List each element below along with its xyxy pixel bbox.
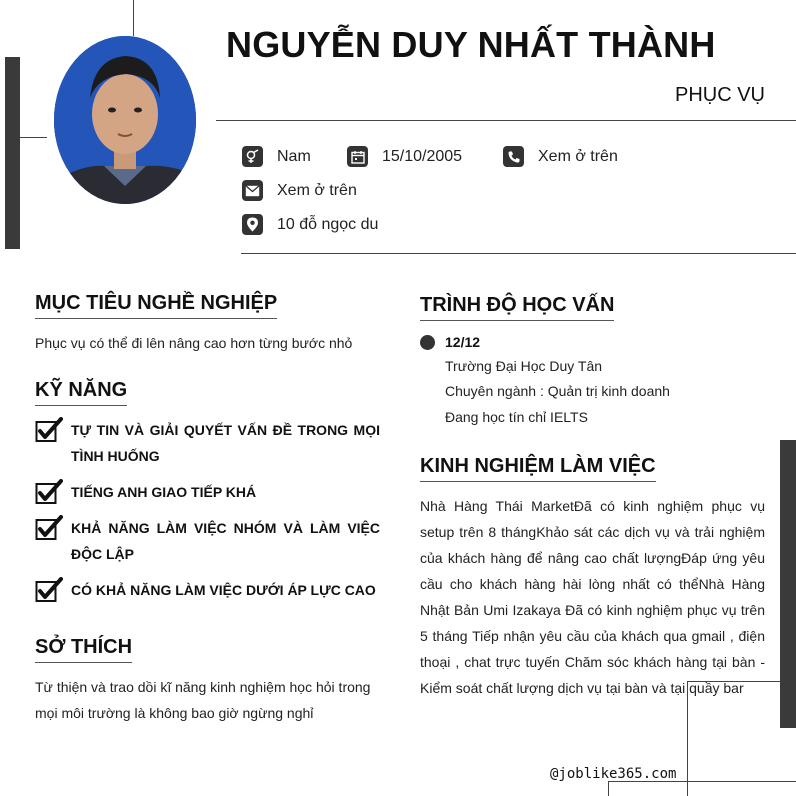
education-major: Chuyên ngành : Quản trị kinh doanh <box>445 383 670 399</box>
skill-item <box>35 515 380 567</box>
skill-item <box>35 577 380 603</box>
calendar-icon <box>347 146 368 167</box>
address-info <box>242 214 378 235</box>
address-value: 10 đỗ ngọc du <box>277 215 379 233</box>
mail-icon <box>242 180 263 201</box>
job-title: PHỤC VỤ <box>674 84 765 106</box>
hobbies-title: SỞ THÍCH <box>35 636 132 663</box>
skill-text: TIẾNG ANH GIAO TIẾP KHÁ <box>71 484 257 500</box>
skill-text: KHẢ NĂNG LÀM VIỆC NHÓM VÀ LÀM VIỆC ĐỘC LẬP <box>71 520 380 562</box>
bottom-left-tick <box>608 781 609 796</box>
watermark-text: @joblike365.com <box>550 766 677 782</box>
objective-text: Phục vụ có thể đi lên nâng cao hơn từng bước nhỏ <box>35 335 353 351</box>
email-info <box>242 180 357 201</box>
location-pin-icon <box>242 214 263 235</box>
birthday-value: 15/10/2005 <box>382 147 463 165</box>
timeline-bullet <box>420 335 435 350</box>
avatar-photo <box>54 36 196 204</box>
phone-value: Xem ở trên <box>538 147 618 165</box>
experience-text: Nhà Hàng Thái MarketĐã có kinh nghiệm phục vụ setup trên 8 thángKhảo sát các dịch vụ và trải nghiệm của khách hàng để nâng cao chất lượngĐáp ứng yêu cầu cho khách hàng hài lòng nhất có thểNhà Hàng Nhật Bản Umi Izakaya Đã có kinh nghiệm phục vụ trên 5 tháng Tiếp nhận yêu cầu của khách qua gmail , điện thoại , chat trực tuyến Chăm sóc khách hàng tại bàn - Kiểm soát chất lượng dịch vụ tại bàn và tại quầy bar <box>420 498 765 696</box>
skills-title: KỸ NĂNG <box>35 379 127 406</box>
contact-rule <box>241 253 796 254</box>
education-school: Trường Đại Học Duy Tân <box>445 358 603 374</box>
checkbox-checked-icon <box>35 417 63 443</box>
birthday-info <box>347 146 462 167</box>
header-rule <box>216 120 796 121</box>
gender-value: Nam <box>277 147 311 165</box>
candidate-name: NGUYỄN DUY NHẤT THÀNH <box>226 24 716 65</box>
skill-item <box>35 417 380 469</box>
education-grade: 12/12 <box>445 334 481 350</box>
checkbox-checked-icon <box>35 479 63 505</box>
phone-icon <box>503 146 524 167</box>
hobbies-text: Từ thiện và trao dồi kĩ năng kinh nghiệm học hỏi trong mọi môi trường là không bao giờ ngừng nghỉ <box>35 679 371 721</box>
right-accent-bar <box>780 440 796 728</box>
gender-info <box>242 146 311 167</box>
checkbox-checked-icon <box>35 577 63 603</box>
gender-icon <box>242 146 263 167</box>
top-divider-line <box>133 0 134 36</box>
objective-title: MỤC TIÊU NGHỀ NGHIỆP <box>35 292 277 319</box>
experience-title: KINH NGHIỆM LÀM VIỆC <box>420 455 656 482</box>
skill-text: TỰ TIN VÀ GIẢI QUYẾT VẤN ĐỀ TRONG MỌI TÌNH HUỐNG <box>71 422 380 464</box>
education-note: Đang học tín chỉ IELTS <box>445 409 588 425</box>
photo-left-line <box>20 137 47 138</box>
skill-item <box>35 479 380 505</box>
skill-text: CÓ KHẢ NĂNG LÀM VIỆC DƯỚI ÁP LỰC CAO <box>71 582 376 598</box>
checkbox-checked-icon <box>35 515 63 541</box>
email-value: Xem ở trên <box>277 181 357 199</box>
education-title: TRÌNH ĐỘ HỌC VẤN <box>420 294 614 321</box>
left-accent-bar <box>5 57 20 249</box>
phone-info <box>503 146 618 167</box>
